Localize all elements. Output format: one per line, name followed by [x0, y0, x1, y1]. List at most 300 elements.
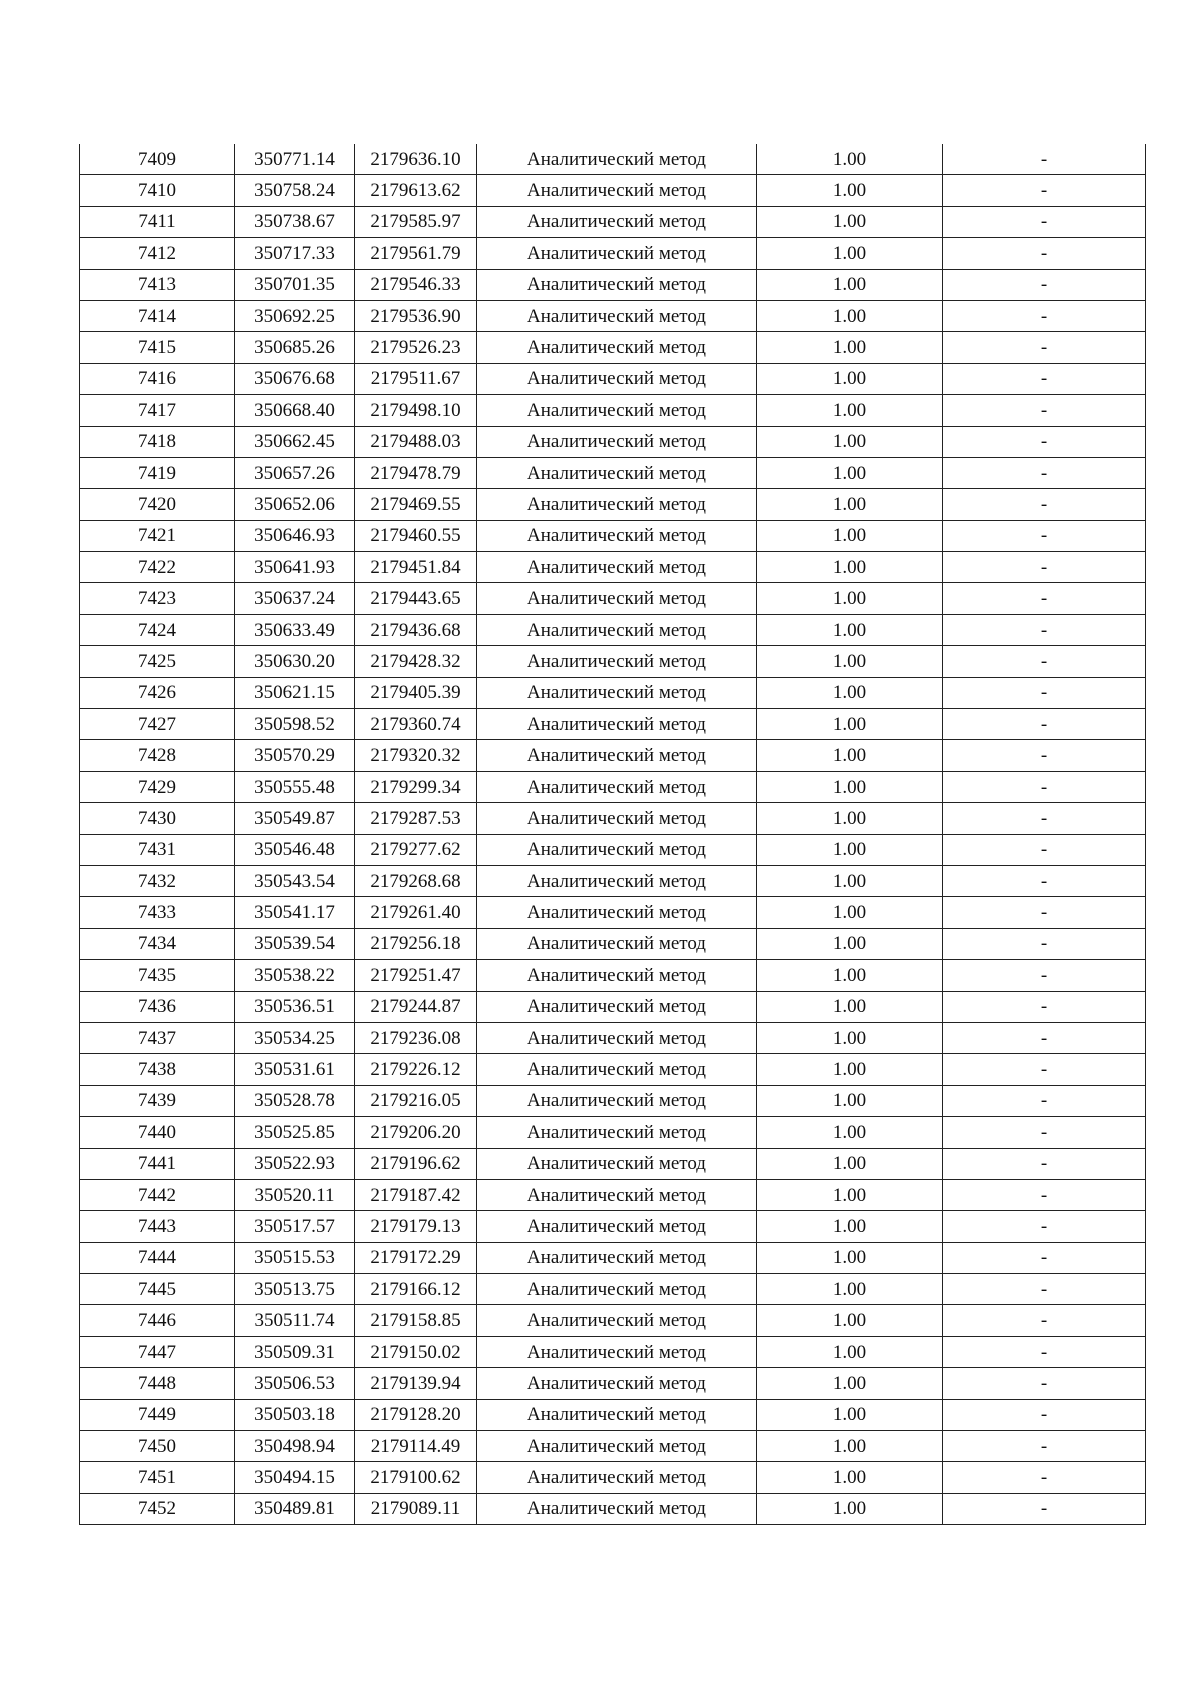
x-coordinate-cell: 350503.18 [235, 1399, 355, 1430]
y-coordinate-cell: 2179320.32 [355, 740, 477, 771]
point-number-cell: 7451 [80, 1462, 235, 1493]
description-cell: - [943, 771, 1146, 802]
accuracy-cell: 1.00 [757, 363, 943, 394]
description-cell: - [943, 740, 1146, 771]
method-cell: Аналитический метод [477, 740, 757, 771]
x-coordinate-cell: 350506.53 [235, 1368, 355, 1399]
point-number-cell: 7420 [80, 489, 235, 520]
description-cell: - [943, 1399, 1146, 1430]
y-coordinate-cell: 2179256.18 [355, 928, 477, 959]
table-row [80, 457, 1146, 488]
y-coordinate-cell: 2179100.62 [355, 1462, 477, 1493]
accuracy-cell: 1.00 [757, 1054, 943, 1085]
accuracy-cell: 1.00 [757, 1305, 943, 1336]
table-row [80, 960, 1146, 991]
y-coordinate-cell: 2179179.13 [355, 1211, 477, 1242]
x-coordinate-cell: 350534.25 [235, 1022, 355, 1053]
method-cell: Аналитический метод [477, 144, 757, 175]
x-coordinate-cell: 350513.75 [235, 1274, 355, 1305]
description-cell: - [943, 238, 1146, 269]
description-cell: - [943, 897, 1146, 928]
description-cell: - [943, 1179, 1146, 1210]
method-cell: Аналитический метод [477, 1274, 757, 1305]
table-row [80, 803, 1146, 834]
method-cell: Аналитический метод [477, 677, 757, 708]
point-number-cell: 7432 [80, 865, 235, 896]
accuracy-cell: 1.00 [757, 1274, 943, 1305]
point-number-cell: 7427 [80, 709, 235, 740]
method-cell: Аналитический метод [477, 709, 757, 740]
method-cell: Аналитический метод [477, 206, 757, 237]
description-cell: - [943, 520, 1146, 551]
point-number-cell: 7417 [80, 395, 235, 426]
table-row [80, 238, 1146, 269]
table-row [80, 395, 1146, 426]
point-number-cell: 7447 [80, 1336, 235, 1367]
method-cell: Аналитический метод [477, 1148, 757, 1179]
point-number-cell: 7421 [80, 520, 235, 551]
x-coordinate-cell: 350570.29 [235, 740, 355, 771]
table-row [80, 709, 1146, 740]
y-coordinate-cell: 2179526.23 [355, 332, 477, 363]
point-number-cell: 7429 [80, 771, 235, 802]
x-coordinate-cell: 350641.93 [235, 552, 355, 583]
y-coordinate-cell: 2179536.90 [355, 300, 477, 331]
accuracy-cell: 1.00 [757, 238, 943, 269]
table-row [80, 740, 1146, 771]
description-cell: - [943, 1305, 1146, 1336]
point-number-cell: 7409 [80, 144, 235, 175]
accuracy-cell: 1.00 [757, 1242, 943, 1273]
point-number-cell: 7414 [80, 300, 235, 331]
table-row [80, 175, 1146, 206]
method-cell: Аналитический метод [477, 960, 757, 991]
y-coordinate-cell: 2179226.12 [355, 1054, 477, 1085]
description-cell: - [943, 552, 1146, 583]
point-number-cell: 7433 [80, 897, 235, 928]
method-cell: Аналитический метод [477, 457, 757, 488]
x-coordinate-cell: 350758.24 [235, 175, 355, 206]
x-coordinate-cell: 350657.26 [235, 457, 355, 488]
description-cell: - [943, 332, 1146, 363]
table-row [80, 1179, 1146, 1210]
accuracy-cell: 1.00 [757, 897, 943, 928]
table-row [80, 1431, 1146, 1462]
description-cell: - [943, 1054, 1146, 1085]
y-coordinate-cell: 2179469.55 [355, 489, 477, 520]
description-cell: - [943, 1336, 1146, 1367]
table-row [80, 489, 1146, 520]
table-row [80, 1117, 1146, 1148]
x-coordinate-cell: 350771.14 [235, 144, 355, 175]
description-cell: - [943, 991, 1146, 1022]
point-number-cell: 7410 [80, 175, 235, 206]
x-coordinate-cell: 350652.06 [235, 489, 355, 520]
accuracy-cell: 1.00 [757, 960, 943, 991]
accuracy-cell: 1.00 [757, 1462, 943, 1493]
accuracy-cell: 1.00 [757, 332, 943, 363]
method-cell: Аналитический метод [477, 646, 757, 677]
table-row [80, 646, 1146, 677]
description-cell: - [943, 1117, 1146, 1148]
x-coordinate-cell: 350633.49 [235, 614, 355, 645]
y-coordinate-cell: 2179451.84 [355, 552, 477, 583]
method-cell: Аналитический метод [477, 771, 757, 802]
point-number-cell: 7439 [80, 1085, 235, 1116]
y-coordinate-cell: 2179128.20 [355, 1399, 477, 1430]
method-cell: Аналитический метод [477, 363, 757, 394]
x-coordinate-cell: 350539.54 [235, 928, 355, 959]
x-coordinate-cell: 350543.54 [235, 865, 355, 896]
y-coordinate-cell: 2179478.79 [355, 457, 477, 488]
x-coordinate-cell: 350515.53 [235, 1242, 355, 1273]
table-row [80, 144, 1146, 175]
point-number-cell: 7435 [80, 960, 235, 991]
y-coordinate-cell: 2179196.62 [355, 1148, 477, 1179]
method-cell: Аналитический метод [477, 1211, 757, 1242]
x-coordinate-cell: 350646.93 [235, 520, 355, 551]
accuracy-cell: 1.00 [757, 1493, 943, 1524]
method-cell: Аналитический метод [477, 269, 757, 300]
accuracy-cell: 1.00 [757, 991, 943, 1022]
point-number-cell: 7445 [80, 1274, 235, 1305]
description-cell: - [943, 677, 1146, 708]
method-cell: Аналитический метод [477, 834, 757, 865]
accuracy-cell: 1.00 [757, 552, 943, 583]
table-row [80, 1368, 1146, 1399]
method-cell: Аналитический метод [477, 803, 757, 834]
method-cell: Аналитический метод [477, 552, 757, 583]
y-coordinate-cell: 2179498.10 [355, 395, 477, 426]
point-number-cell: 7413 [80, 269, 235, 300]
y-coordinate-cell: 2179268.68 [355, 865, 477, 896]
x-coordinate-cell: 350531.61 [235, 1054, 355, 1085]
table-row [80, 1242, 1146, 1273]
y-coordinate-cell: 2179436.68 [355, 614, 477, 645]
accuracy-cell: 1.00 [757, 1368, 943, 1399]
description-cell: - [943, 363, 1146, 394]
point-number-cell: 7430 [80, 803, 235, 834]
table-row [80, 583, 1146, 614]
table-row [80, 300, 1146, 331]
y-coordinate-cell: 2179166.12 [355, 1274, 477, 1305]
point-number-cell: 7411 [80, 206, 235, 237]
accuracy-cell: 1.00 [757, 709, 943, 740]
accuracy-cell: 1.00 [757, 740, 943, 771]
point-number-cell: 7442 [80, 1179, 235, 1210]
x-coordinate-cell: 350498.94 [235, 1431, 355, 1462]
table-row [80, 1085, 1146, 1116]
x-coordinate-cell: 350738.67 [235, 206, 355, 237]
accuracy-cell: 1.00 [757, 1336, 943, 1367]
table-row [80, 1399, 1146, 1430]
description-cell: - [943, 1085, 1146, 1116]
table-row [80, 206, 1146, 237]
point-number-cell: 7415 [80, 332, 235, 363]
x-coordinate-cell: 350662.45 [235, 426, 355, 457]
x-coordinate-cell: 350701.35 [235, 269, 355, 300]
table-row [80, 363, 1146, 394]
method-cell: Аналитический метод [477, 300, 757, 331]
accuracy-cell: 1.00 [757, 1179, 943, 1210]
method-cell: Аналитический метод [477, 1368, 757, 1399]
method-cell: Аналитический метод [477, 489, 757, 520]
y-coordinate-cell: 2179585.97 [355, 206, 477, 237]
y-coordinate-cell: 2179216.05 [355, 1085, 477, 1116]
y-coordinate-cell: 2179511.67 [355, 363, 477, 394]
table-row [80, 520, 1146, 551]
method-cell: Аналитический метод [477, 1085, 757, 1116]
method-cell: Аналитический метод [477, 1022, 757, 1053]
table-row [80, 1148, 1146, 1179]
accuracy-cell: 1.00 [757, 300, 943, 331]
method-cell: Аналитический метод [477, 1431, 757, 1462]
table-row [80, 1274, 1146, 1305]
y-coordinate-cell: 2179158.85 [355, 1305, 477, 1336]
description-cell: - [943, 803, 1146, 834]
x-coordinate-cell: 350528.78 [235, 1085, 355, 1116]
description-cell: - [943, 489, 1146, 520]
point-number-cell: 7443 [80, 1211, 235, 1242]
y-coordinate-cell: 2179613.62 [355, 175, 477, 206]
point-number-cell: 7428 [80, 740, 235, 771]
method-cell: Аналитический метод [477, 332, 757, 363]
table-row [80, 1493, 1146, 1524]
accuracy-cell: 1.00 [757, 771, 943, 802]
table-row [80, 865, 1146, 896]
description-cell: - [943, 928, 1146, 959]
method-cell: Аналитический метод [477, 614, 757, 645]
method-cell: Аналитический метод [477, 1462, 757, 1493]
accuracy-cell: 1.00 [757, 1211, 943, 1242]
y-coordinate-cell: 2179244.87 [355, 991, 477, 1022]
description-cell: - [943, 865, 1146, 896]
accuracy-cell: 1.00 [757, 395, 943, 426]
point-number-cell: 7426 [80, 677, 235, 708]
method-cell: Аналитический метод [477, 238, 757, 269]
description-cell: - [943, 1022, 1146, 1053]
x-coordinate-cell: 350676.68 [235, 363, 355, 394]
y-coordinate-cell: 2179636.10 [355, 144, 477, 175]
method-cell: Аналитический метод [477, 1305, 757, 1336]
x-coordinate-cell: 350541.17 [235, 897, 355, 928]
point-number-cell: 7424 [80, 614, 235, 645]
x-coordinate-cell: 350630.20 [235, 646, 355, 677]
accuracy-cell: 1.00 [757, 803, 943, 834]
x-coordinate-cell: 350536.51 [235, 991, 355, 1022]
x-coordinate-cell: 350522.93 [235, 1148, 355, 1179]
y-coordinate-cell: 2179089.11 [355, 1493, 477, 1524]
description-cell: - [943, 1211, 1146, 1242]
method-cell: Аналитический метод [477, 175, 757, 206]
point-number-cell: 7446 [80, 1305, 235, 1336]
description-cell: - [943, 395, 1146, 426]
y-coordinate-cell: 2179150.02 [355, 1336, 477, 1367]
y-coordinate-cell: 2179546.33 [355, 269, 477, 300]
description-cell: - [943, 646, 1146, 677]
description-cell: - [943, 457, 1146, 488]
description-cell: - [943, 175, 1146, 206]
point-number-cell: 7436 [80, 991, 235, 1022]
x-coordinate-cell: 350520.11 [235, 1179, 355, 1210]
point-number-cell: 7440 [80, 1117, 235, 1148]
y-coordinate-cell: 2179206.20 [355, 1117, 477, 1148]
table-row [80, 991, 1146, 1022]
description-cell: - [943, 1148, 1146, 1179]
accuracy-cell: 1.00 [757, 1431, 943, 1462]
point-number-cell: 7438 [80, 1054, 235, 1085]
accuracy-cell: 1.00 [757, 206, 943, 237]
description-cell: - [943, 206, 1146, 237]
y-coordinate-cell: 2179114.49 [355, 1431, 477, 1462]
accuracy-cell: 1.00 [757, 1085, 943, 1116]
y-coordinate-cell: 2179405.39 [355, 677, 477, 708]
point-number-cell: 7434 [80, 928, 235, 959]
accuracy-cell: 1.00 [757, 175, 943, 206]
method-cell: Аналитический метод [477, 395, 757, 426]
table-row [80, 269, 1146, 300]
point-number-cell: 7444 [80, 1242, 235, 1273]
description-cell: - [943, 1368, 1146, 1399]
point-number-cell: 7412 [80, 238, 235, 269]
accuracy-cell: 1.00 [757, 489, 943, 520]
table-row [80, 1211, 1146, 1242]
y-coordinate-cell: 2179460.55 [355, 520, 477, 551]
table-row [80, 426, 1146, 457]
method-cell: Аналитический метод [477, 865, 757, 896]
table-row [80, 552, 1146, 583]
method-cell: Аналитический метод [477, 991, 757, 1022]
description-cell: - [943, 1431, 1146, 1462]
accuracy-cell: 1.00 [757, 426, 943, 457]
method-cell: Аналитический метод [477, 897, 757, 928]
accuracy-cell: 1.00 [757, 928, 943, 959]
method-cell: Аналитический метод [477, 520, 757, 551]
point-number-cell: 7441 [80, 1148, 235, 1179]
method-cell: Аналитический метод [477, 1117, 757, 1148]
y-coordinate-cell: 2179187.42 [355, 1179, 477, 1210]
description-cell: - [943, 1462, 1146, 1493]
method-cell: Аналитический метод [477, 1054, 757, 1085]
point-number-cell: 7419 [80, 457, 235, 488]
y-coordinate-cell: 2179251.47 [355, 960, 477, 991]
point-number-cell: 7425 [80, 646, 235, 677]
coordinates-table [79, 144, 1146, 1525]
accuracy-cell: 1.00 [757, 1022, 943, 1053]
table-row [80, 614, 1146, 645]
x-coordinate-cell: 350489.81 [235, 1493, 355, 1524]
y-coordinate-cell: 2179428.32 [355, 646, 477, 677]
method-cell: Аналитический метод [477, 1399, 757, 1430]
x-coordinate-cell: 350685.26 [235, 332, 355, 363]
accuracy-cell: 1.00 [757, 457, 943, 488]
description-cell: - [943, 583, 1146, 614]
x-coordinate-cell: 350598.52 [235, 709, 355, 740]
x-coordinate-cell: 350538.22 [235, 960, 355, 991]
description-cell: - [943, 1274, 1146, 1305]
x-coordinate-cell: 350668.40 [235, 395, 355, 426]
y-coordinate-cell: 2179139.94 [355, 1368, 477, 1399]
accuracy-cell: 1.00 [757, 677, 943, 708]
point-number-cell: 7452 [80, 1493, 235, 1524]
point-number-cell: 7423 [80, 583, 235, 614]
accuracy-cell: 1.00 [757, 834, 943, 865]
table-row [80, 1305, 1146, 1336]
accuracy-cell: 1.00 [757, 583, 943, 614]
table-row [80, 1054, 1146, 1085]
description-cell: - [943, 269, 1146, 300]
table-row [80, 1022, 1146, 1053]
y-coordinate-cell: 2179443.65 [355, 583, 477, 614]
accuracy-cell: 1.00 [757, 520, 943, 551]
x-coordinate-cell: 350525.85 [235, 1117, 355, 1148]
method-cell: Аналитический метод [477, 1242, 757, 1273]
table-row [80, 771, 1146, 802]
accuracy-cell: 1.00 [757, 614, 943, 645]
x-coordinate-cell: 350549.87 [235, 803, 355, 834]
x-coordinate-cell: 350509.31 [235, 1336, 355, 1367]
accuracy-cell: 1.00 [757, 646, 943, 677]
x-coordinate-cell: 350692.25 [235, 300, 355, 331]
method-cell: Аналитический метод [477, 1336, 757, 1367]
description-cell: - [943, 960, 1146, 991]
accuracy-cell: 1.00 [757, 269, 943, 300]
table-row [80, 834, 1146, 865]
table-row [80, 1336, 1146, 1367]
accuracy-cell: 1.00 [757, 144, 943, 175]
description-cell: - [943, 300, 1146, 331]
description-cell: - [943, 426, 1146, 457]
table-row [80, 928, 1146, 959]
y-coordinate-cell: 2179299.34 [355, 771, 477, 802]
accuracy-cell: 1.00 [757, 1399, 943, 1430]
y-coordinate-cell: 2179277.62 [355, 834, 477, 865]
method-cell: Аналитический метод [477, 1493, 757, 1524]
table-row [80, 1462, 1146, 1493]
table-row [80, 677, 1146, 708]
x-coordinate-cell: 350637.24 [235, 583, 355, 614]
coordinates-table-body [80, 144, 1146, 1525]
point-number-cell: 7449 [80, 1399, 235, 1430]
y-coordinate-cell: 2179172.29 [355, 1242, 477, 1273]
method-cell: Аналитический метод [477, 928, 757, 959]
description-cell: - [943, 834, 1146, 865]
y-coordinate-cell: 2179261.40 [355, 897, 477, 928]
description-cell: - [943, 1493, 1146, 1524]
y-coordinate-cell: 2179236.08 [355, 1022, 477, 1053]
accuracy-cell: 1.00 [757, 1148, 943, 1179]
x-coordinate-cell: 350494.15 [235, 1462, 355, 1493]
method-cell: Аналитический метод [477, 583, 757, 614]
y-coordinate-cell: 2179360.74 [355, 709, 477, 740]
x-coordinate-cell: 350517.57 [235, 1211, 355, 1242]
x-coordinate-cell: 350546.48 [235, 834, 355, 865]
method-cell: Аналитический метод [477, 426, 757, 457]
y-coordinate-cell: 2179561.79 [355, 238, 477, 269]
x-coordinate-cell: 350621.15 [235, 677, 355, 708]
point-number-cell: 7431 [80, 834, 235, 865]
point-number-cell: 7448 [80, 1368, 235, 1399]
description-cell: - [943, 144, 1146, 175]
accuracy-cell: 1.00 [757, 1117, 943, 1148]
point-number-cell: 7450 [80, 1431, 235, 1462]
x-coordinate-cell: 350717.33 [235, 238, 355, 269]
description-cell: - [943, 614, 1146, 645]
y-coordinate-cell: 2179488.03 [355, 426, 477, 457]
x-coordinate-cell: 350511.74 [235, 1305, 355, 1336]
x-coordinate-cell: 350555.48 [235, 771, 355, 802]
method-cell: Аналитический метод [477, 1179, 757, 1210]
